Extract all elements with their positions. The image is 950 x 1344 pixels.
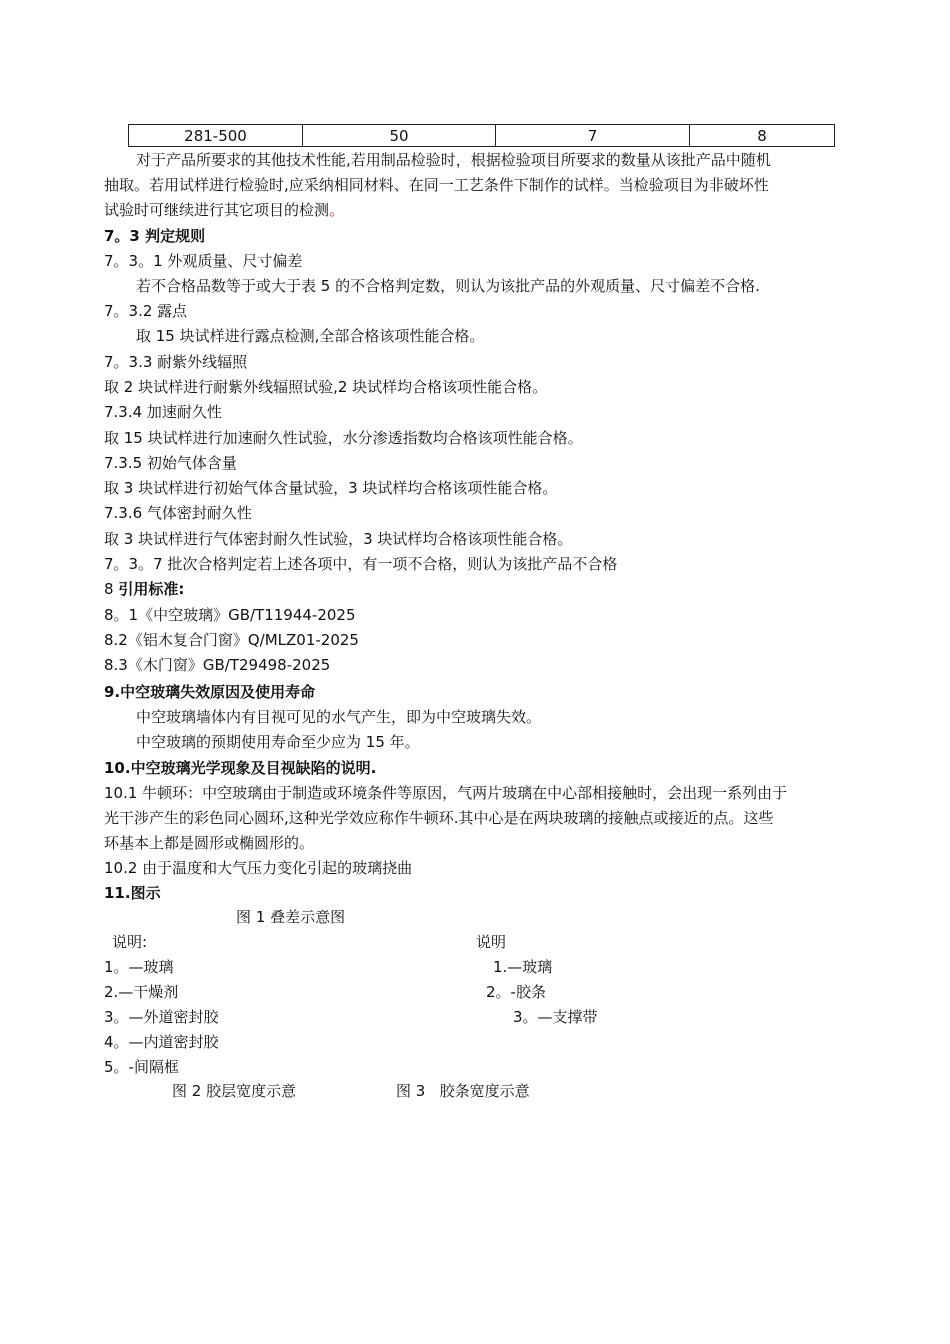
legend-item: 1。—玻璃 [104,958,174,976]
figure-caption: 图 1 叠差示意图 [236,908,346,926]
paragraph-line: 10.1 牛顿环：中空玻璃由于制造或环境条件等原因，气两片玻璃在中心部相接触时，会出现一系列由于 [104,784,788,802]
paragraph-line: 对于产品所要求的其他技术性能,若用制品检验时，根据检验项目所要求的数量从该批产品中随机 [136,151,771,169]
subsection-title: 7。3。1 外观质量、尺寸偏差 [104,252,303,270]
figure-caption: 图 2 胶层宽度示意 [172,1082,297,1100]
red-period: 。 [329,201,345,219]
table-cell: 7 [496,125,690,147]
subsection-title: 7。3.3 耐紫外线辐照 [104,353,248,371]
subsection-title: 7.3.6 气体密封耐久性 [104,504,252,522]
paragraph-line: 中空玻璃的预期使用寿命至少应为 15 年。 [136,733,420,751]
paragraph-line: 抽取。若用试样进行检验时,应采纳相同材料、在同一工艺条件下制作的试样。当检验项目为非破坏性 [104,176,769,194]
paragraph-line: 环基本上都是圆形或椭圆形的。 [104,834,315,852]
subsection-title: 7.3.4 加速耐久性 [104,403,222,421]
section-heading [104,579,184,599]
table-cell: 281-500 [129,125,303,147]
legend-label: 说明 [476,933,507,951]
table-cell: 8 [690,125,835,147]
reference-item: 8.2《铝木复合门窗》Q/MLZ01-2025 [104,631,359,649]
legend-item: 1.—玻璃 [493,958,553,976]
legend-label: 说明: [112,933,148,951]
subsection-title: 7.3.5 初始气体含量 [104,454,237,472]
subsection-title: 7。3.2 露点 [104,302,188,320]
section-heading: 11.图示 [104,884,161,902]
table-row [129,125,835,147]
reference-item: 8。1《中空玻璃》GB/T11944-2025 [104,606,356,624]
subsection-body: 取 15 块试样进行露点检测,全部合格该项性能合格。 [136,327,485,345]
legend-item: 5。-间隔框 [104,1058,179,1076]
legend-item: 4。—内道密封胶 [104,1033,219,1051]
subsection-body: 若不合格品数等于或大于表 5 的不合格判定数，则认为该批产品的外观质量、尺寸偏差不合格. [136,277,760,295]
section-title: 引用标准: [118,580,185,598]
figure-caption: 图 3 胶条宽度示意 [396,1082,530,1100]
legend-item: 2.—干燥剂 [104,983,179,1001]
subsection-body: 取 15 块试样进行加速耐久性试验，水分渗透指数均合格该项性能合格。 [104,429,583,447]
legend-item: 2。-胶条 [486,983,546,1001]
section-number: 8 [104,580,119,598]
paragraph-line: 10.2 由于温度和大气压力变化引起的玻璃挠曲 [104,859,413,877]
section-heading: 7。3 判定规则 [104,227,206,245]
paragraph-line: 光干涉产生的彩色同心圆环,这种光学效应称作牛顿环.其中心是在两块玻璃的接触点或接近的点。这些 [104,809,774,827]
section-heading: 10.中空玻璃光学现象及目视缺陷的说明. [104,759,377,777]
reference-item: 8.3《木门窗》GB/T29498-2025 [104,656,331,674]
subsection-body: 取 2 块试样进行耐紫外线辐照试验,2 块试样均合格该项性能合格。 [104,378,548,396]
paragraph-text: 试验时可继续进行其它项目的检测 [104,201,330,219]
table-cell: 50 [303,125,496,147]
inspection-table [128,124,835,147]
paragraph-line [104,200,344,220]
legend-item: 3。—外道密封胶 [104,1008,219,1026]
subsection-title: 7。3。7 批次合格判定若上述各项中，有一项不合格，则认为该批产品不合格 [104,555,618,573]
subsection-body: 取 3 块试样进行气体密封耐久性试验，3 块试样均合格该项性能合格。 [104,530,573,548]
paragraph-line: 中空玻璃墙体内有目视可见的水气产生，即为中空玻璃失效。 [136,708,542,726]
legend-item: 3。—支撑带 [513,1008,598,1026]
subsection-body: 取 3 块试样进行初始气体含量试验，3 块试样均合格该项性能合格。 [104,479,558,497]
section-heading: 9.中空玻璃失效原因及使用寿命 [104,683,316,701]
